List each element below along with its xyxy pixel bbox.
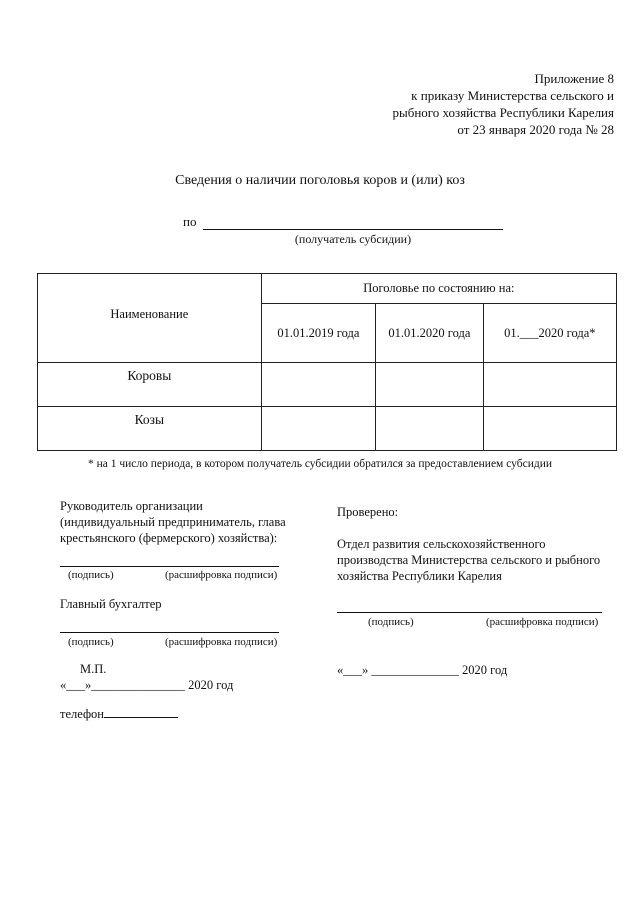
table-cell[interactable] [483,407,616,451]
department-block [337,536,600,584]
name-header: Наименование [38,274,262,363]
table-cell[interactable] [483,363,616,407]
row-label-goats: Козы [38,407,262,451]
department-line: Отдел развития сельскохозяйственного [337,537,546,551]
date-column-header: 01.01.2020 года [376,304,484,363]
row-label-cows: Коровы [38,363,262,407]
date-column-header: 01.___2020 года* [483,304,616,363]
department-line: хозяйства Республики Карелия [337,569,502,583]
sign-caption: (подпись) [368,616,414,628]
decode-caption: (расшифровка подписи) [486,616,599,628]
stamp-label: М.П. [80,662,107,676]
left-date-line[interactable]: «___»_______________ 2020 год [60,678,234,692]
appendix-line: рыбного хозяйства Республики Карелия [392,105,614,120]
footnote: * на 1 число периода, в котором получатель субсидии обратился за предоставлением субсидии [87,458,553,470]
department-line: производства Министерства сельского и рыбного [337,553,601,567]
table-cell[interactable] [261,407,375,451]
table-cell[interactable] [376,363,484,407]
head-signature-line[interactable] [60,566,279,567]
right-date-line[interactable]: «___» ______________ 2020 год [337,663,508,677]
phone-label: телефон [60,707,104,721]
head-of-organization [60,498,286,546]
date-column-header: 01.01.2019 года [261,304,375,363]
table-row [38,363,617,407]
livestock-table [37,273,617,451]
head-line: крестьянского (фермерского) хозяйства): [60,531,278,545]
appendix-line: от 23 января 2020 года № 28 [457,122,614,137]
accountant-label: Главный бухгалтер [60,597,162,611]
recipient-caption: (получатель субсидии) [294,232,412,246]
recipient-field-line[interactable] [203,229,503,230]
phone-line[interactable] [104,717,178,718]
table-cell[interactable] [261,363,375,407]
head-line: Руководитель организации [60,499,203,513]
checked-label: Проверено: [337,505,399,519]
group-header: Поголовье по состоянию на: [261,274,616,304]
appendix-header [392,70,614,138]
decode-caption: (расшифровка подписи) [165,569,278,581]
table-row [38,407,617,451]
department-signature-line[interactable] [337,612,602,613]
table-cell[interactable] [376,407,484,451]
accountant-signature-line[interactable] [60,632,279,633]
sign-caption: (подпись) [68,569,114,581]
recipient-label: по [183,214,197,229]
appendix-line: к приказу Министерства сельского и [411,88,614,103]
decode-caption: (расшифровка подписи) [165,636,278,648]
appendix-line: Приложение 8 [534,71,614,86]
head-line: (индивидуальный предприниматель, глава [60,515,286,529]
document-title: Сведения о наличии поголовья коров и (или) коз [175,173,465,188]
sign-caption: (подпись) [68,636,114,648]
